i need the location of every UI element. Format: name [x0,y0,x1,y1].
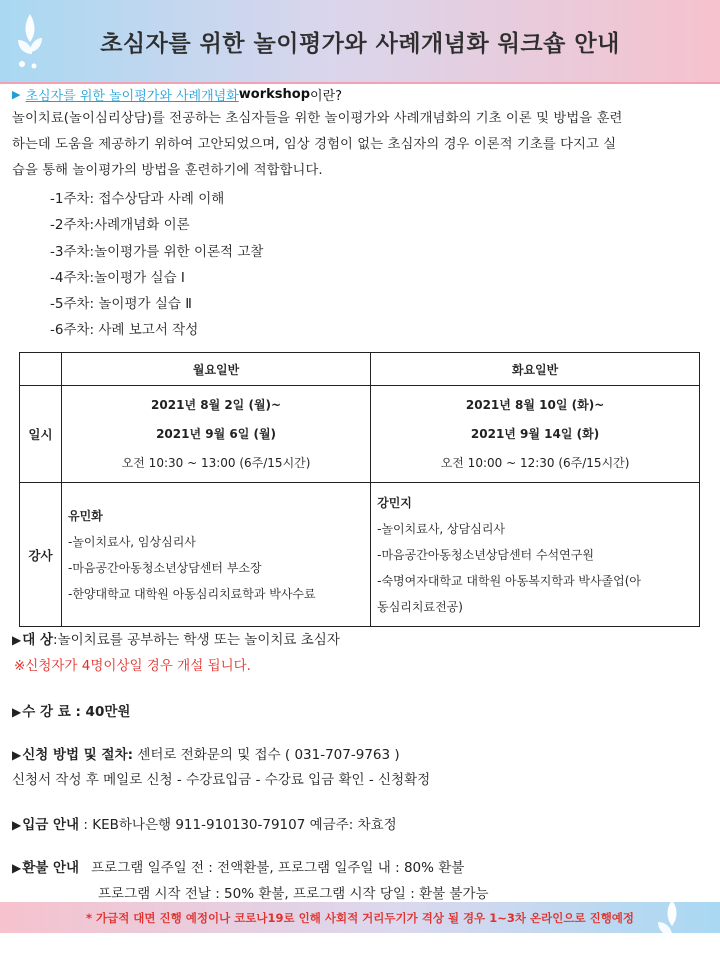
header-banner [0,0,720,82]
week-item: -3주차:놀이평가를 위한 이론적 고찰 [50,243,264,260]
table-corner-cell [20,353,62,386]
refund-line-2: 프로그램 시작 전날 : 50% 환불, 프로그램 시작 당일 : 환불 불가능 [98,886,489,902]
tuesday-start-date: 2021년 8월 10일 (화)~ [465,397,605,412]
week-item: -2주차:사례개념화 이론 [50,217,190,234]
flower-decoration-icon [650,896,690,954]
target-label: 대 상 [22,632,54,648]
week-item: -5주차: 놀이평가 실습 Ⅱ [50,296,192,313]
triangle-bullet-icon: ▶ [12,748,22,762]
target-note: ※신청자가 4명이상일 경우 개설 됩니다. [14,658,251,674]
deposit-info [12,813,397,833]
tuesday-lecturer-cell [371,483,700,627]
target-text: :놀이치료를 공부하는 학생 또는 놀이치료 초심자 [53,632,340,648]
schedule-table [19,352,700,627]
flower-logo-icon [10,10,50,72]
fee-info [12,700,130,720]
lecturer-detail: -마음공간아동청소년상담센터 수석연구원 [377,547,594,562]
tuesday-time: 오전 10:00 ~ 12:30 (6주/15시간) [440,455,630,470]
column-header-monday: 월요일반 [62,353,371,386]
triangle-bullet-icon: ▶ [12,705,22,719]
intro-line: 습을 통해 놀이평가의 방법을 훈련하기에 적합합니다. [12,163,323,178]
monday-start-date: 2021년 8월 2일 (월)~ [151,397,282,412]
footer-notice: * 가급적 대면 진행 예정이나 코로나19로 인해 사회적 거리두기가 격상 될 경우 1~3차 온라인으로 진행예정 [85,910,635,925]
refund-info [12,856,464,876]
intro-heading [12,85,342,104]
deposit-text: : KEB하나은행 911-910130-79107 예금주: 차효정 [79,817,397,833]
monday-end-date: 2021년 9월 6일 (월) [156,426,277,441]
tuesday-date-cell [371,386,700,483]
table-row-date [20,386,700,483]
row-label-date: 일시 [20,386,62,483]
refund-line-1: 프로그램 일주일 전 : 전액환불, 프로그램 일주일 내 : 80% 환불 [91,860,465,876]
triangle-bullet-icon: ▶ [12,818,22,832]
footer-banner [0,902,720,933]
intro-line: 하는데 도움을 제공하기 위하여 고안되었으며, 임상 경험이 없는 초심자의 경우 이론적 기초를 다지고 실 [12,137,617,152]
page-title: 초심자를 위한 놀이평가와 사례개념화 워크숍 안내 [100,30,620,57]
column-header-tuesday: 화요일반 [371,353,700,386]
week-item: -1주차: 접수상담과 사례 이해 [50,191,225,207]
tuesday-lecturer-name: 강민지 [377,495,412,510]
target-info [12,628,340,648]
apply-steps: 신청서 작성 후 메일로 신청 - 수강료입금 - 수강료 입금 확인 - 신청확정 [12,772,431,788]
row-label-lecturer: 강사 [20,483,62,627]
intro-paragraph [12,106,712,184]
lecturer-detail: -놀이치료사, 상담심리사 [377,521,506,536]
lecturer-detail: -숙명여자대학교 대학원 아동복지학과 박사졸업(아 [377,573,642,588]
intro-line: 놀이치료(놀이심리상담)를 전공하는 초심자들을 위한 놀이평가와 사례개념화의 기초 이론 및 방법을 훈련 [12,111,623,126]
intro-heading-workshop: workshop [238,87,311,102]
table-header-row [20,353,700,386]
apply-text: 센터로 전화문의 및 접수 ( 031-707-9763 ) [133,747,400,763]
lecturer-detail: -놀이치료사, 임상심리사 [68,534,196,549]
intro-heading-link[interactable]: 초심자를 위한 놀이평가와 사례개념화 [25,89,239,104]
monday-lecturer-cell [62,483,371,627]
refund-label: 환불 안내 [22,860,80,876]
play-arrow-icon: ▶ [12,88,21,101]
deposit-label: 입금 안내 [22,817,80,833]
intro-heading-tail: 이란? [310,89,343,104]
fee-label: 수 강 료 : 40만원 [22,704,131,720]
monday-date-cell [62,386,371,483]
triangle-bullet-icon: ▶ [12,633,22,647]
lecturer-detail: -마음공간아동청소년상담센터 부소장 [68,560,262,575]
triangle-bullet-icon: ▶ [12,861,22,875]
week-list [50,186,263,344]
lecturer-detail: -한양대학교 대학원 아동심리치료학과 박사수료 [68,586,316,601]
header-divider [0,82,720,84]
week-item: -6주차: 사례 보고서 작성 [50,322,199,339]
lecturer-detail: 동심리치료전공) [377,599,463,614]
apply-label: 신청 방법 및 절차: [22,747,134,763]
apply-info [12,743,400,763]
monday-time: 오전 10:30 ~ 13:00 (6주/15시간) [121,455,311,470]
table-row-lecturer [20,483,700,627]
tuesday-end-date: 2021년 9월 14일 (화) [470,426,600,441]
monday-lecturer-name: 유민화 [68,508,103,523]
week-item: -4주차:놀이평가 실습 Ⅰ [50,269,185,286]
